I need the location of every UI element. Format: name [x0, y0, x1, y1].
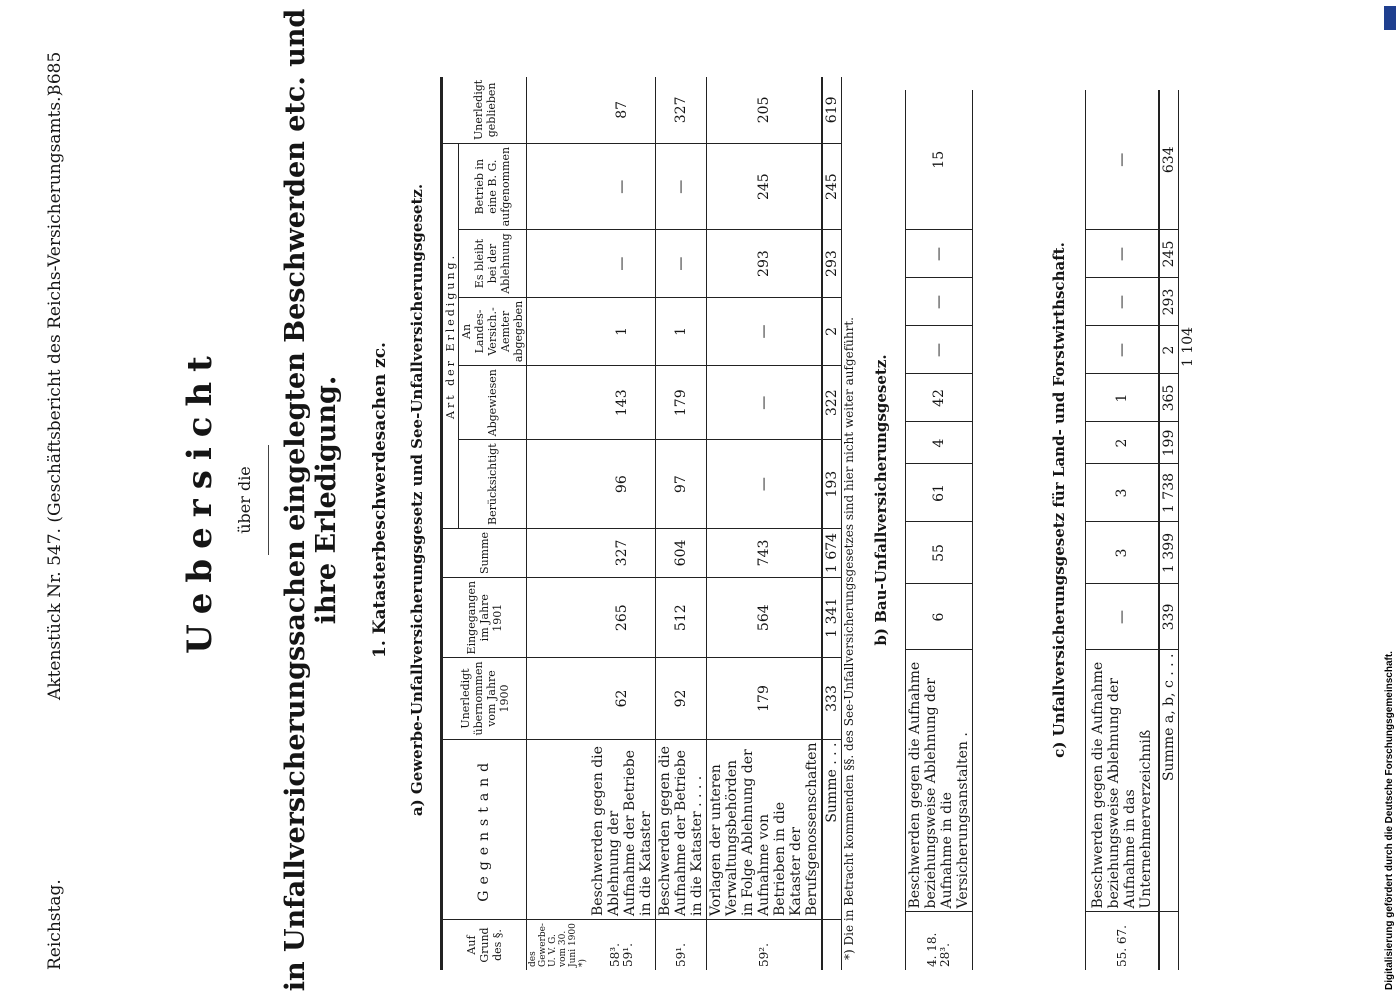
sum-row: Summe . . . 333 1 341 1 674 193 322 2 293 245 619	[822, 77, 842, 970]
footnote: *) Die in Betracht kommenden §§. des See-Unfallversicherungsgesetzes sind hier nicht weiter aufgeführt.	[842, 317, 856, 960]
subsection-b-heading: b) Bau-Unfallversicherungsgesetz.	[872, 354, 890, 646]
table-row: 58³. 59¹. Beschwerden gegen die Ablehnung der Aufnahme der Betriebe in die Kataster 62 265 327 96 143 1 — — 87	[589, 77, 656, 970]
col-ablehnung: Es bleibt bei der Ablehnung	[459, 230, 527, 297]
col-geblieben: Unerledigt geblieben	[442, 77, 527, 144]
digitization-credit: Digitalisierung gefördert durch die Deutsche Forschungsgemeinschaft.	[1384, 0, 1397, 1000]
col-eingegangen: Eingegangen im Jahre 1901	[442, 577, 527, 658]
table-row: 59¹. Beschwerden gegen die Aufnahme der Betriebe in die Kataster . . . . 92 512 604 97 179 1 — — 327	[656, 77, 707, 970]
header-left: Reichstag.	[45, 879, 65, 970]
page-title: Uebersicht	[180, 346, 220, 654]
col-art: Art der Erledigung.	[442, 143, 459, 528]
section-heading: 1. Katasterbeschwerdesachen zc.	[370, 342, 390, 658]
grand-sum-row: Summe a, b, c . . . 339 1 399 1 738 199 365 2 293 245 634	[1159, 90, 1179, 970]
subsection-c-heading: c) Unfallversicherungsgesetz für Land- und Forstwirthschaft.	[1050, 242, 1068, 758]
table-row: 4. 18. 28³. Beschwerden gegen die Aufnahme beziehungsweise Ablehnung der Aufnahme in die Versicherungsanstalten . 6 55 61 4 42 — — — 15	[906, 90, 973, 970]
col-berueck: Berücksichtigt	[459, 440, 527, 529]
col-abgewiesen: Abgewiesen	[459, 366, 527, 440]
subsection-a-heading: a) Gewerbe-Unfallversicherungsgesetz und See-Unfallversicherungsgesetz.	[408, 183, 426, 817]
col-summe: Summe	[442, 528, 527, 577]
page-number: 3685	[45, 51, 65, 95]
grand-total-row	[1179, 90, 1198, 970]
header-center: Aktenstück Nr. 547. (Geschäftsbericht des Reichs-Versicherungsamts.)	[45, 89, 65, 700]
title-over: über die	[235, 466, 254, 534]
grand-total: 1 104	[1179, 230, 1198, 464]
table-b	[905, 90, 973, 970]
col-bg: Betrieb in eine B. G. aufgenommen	[459, 143, 527, 229]
table-row: 55. 67. Beschwerden gegen die Aufnahme beziehungsweise Ablehnung der Aufnahme in das Unternehmerverzeichniß — 3 3 2 1 — — — —	[1086, 90, 1160, 970]
col-unerledigt: Unerledigt übernommen vom Jahre 1900	[442, 658, 527, 739]
col-grund: Auf Grund des §.	[442, 920, 527, 970]
table-row: 59². Vorlagen der unteren Verwaltungsbehörden in Folge Ablehnung der Aufnahme von Betrieben in die Kataster der Berufsgenossenschaften 179 564 743 — — — 293 245 205	[707, 77, 823, 970]
grund-note: des Gewerbe-U. V. G. vom 30. Juni 1900 *)	[528, 923, 588, 967]
col-gegenstand: Gegenstand	[442, 739, 527, 920]
col-landes: An Landes-Versich.-Aemter abgegeben	[459, 297, 527, 365]
table-a	[440, 77, 842, 970]
title-divider	[268, 445, 269, 555]
title-line: in Unfallversicherungssachen eingelegten Beschwerden etc. und ihre Erledigung.	[280, 8, 342, 992]
table-c	[1085, 90, 1197, 970]
dfg-logo	[1384, 6, 1396, 30]
